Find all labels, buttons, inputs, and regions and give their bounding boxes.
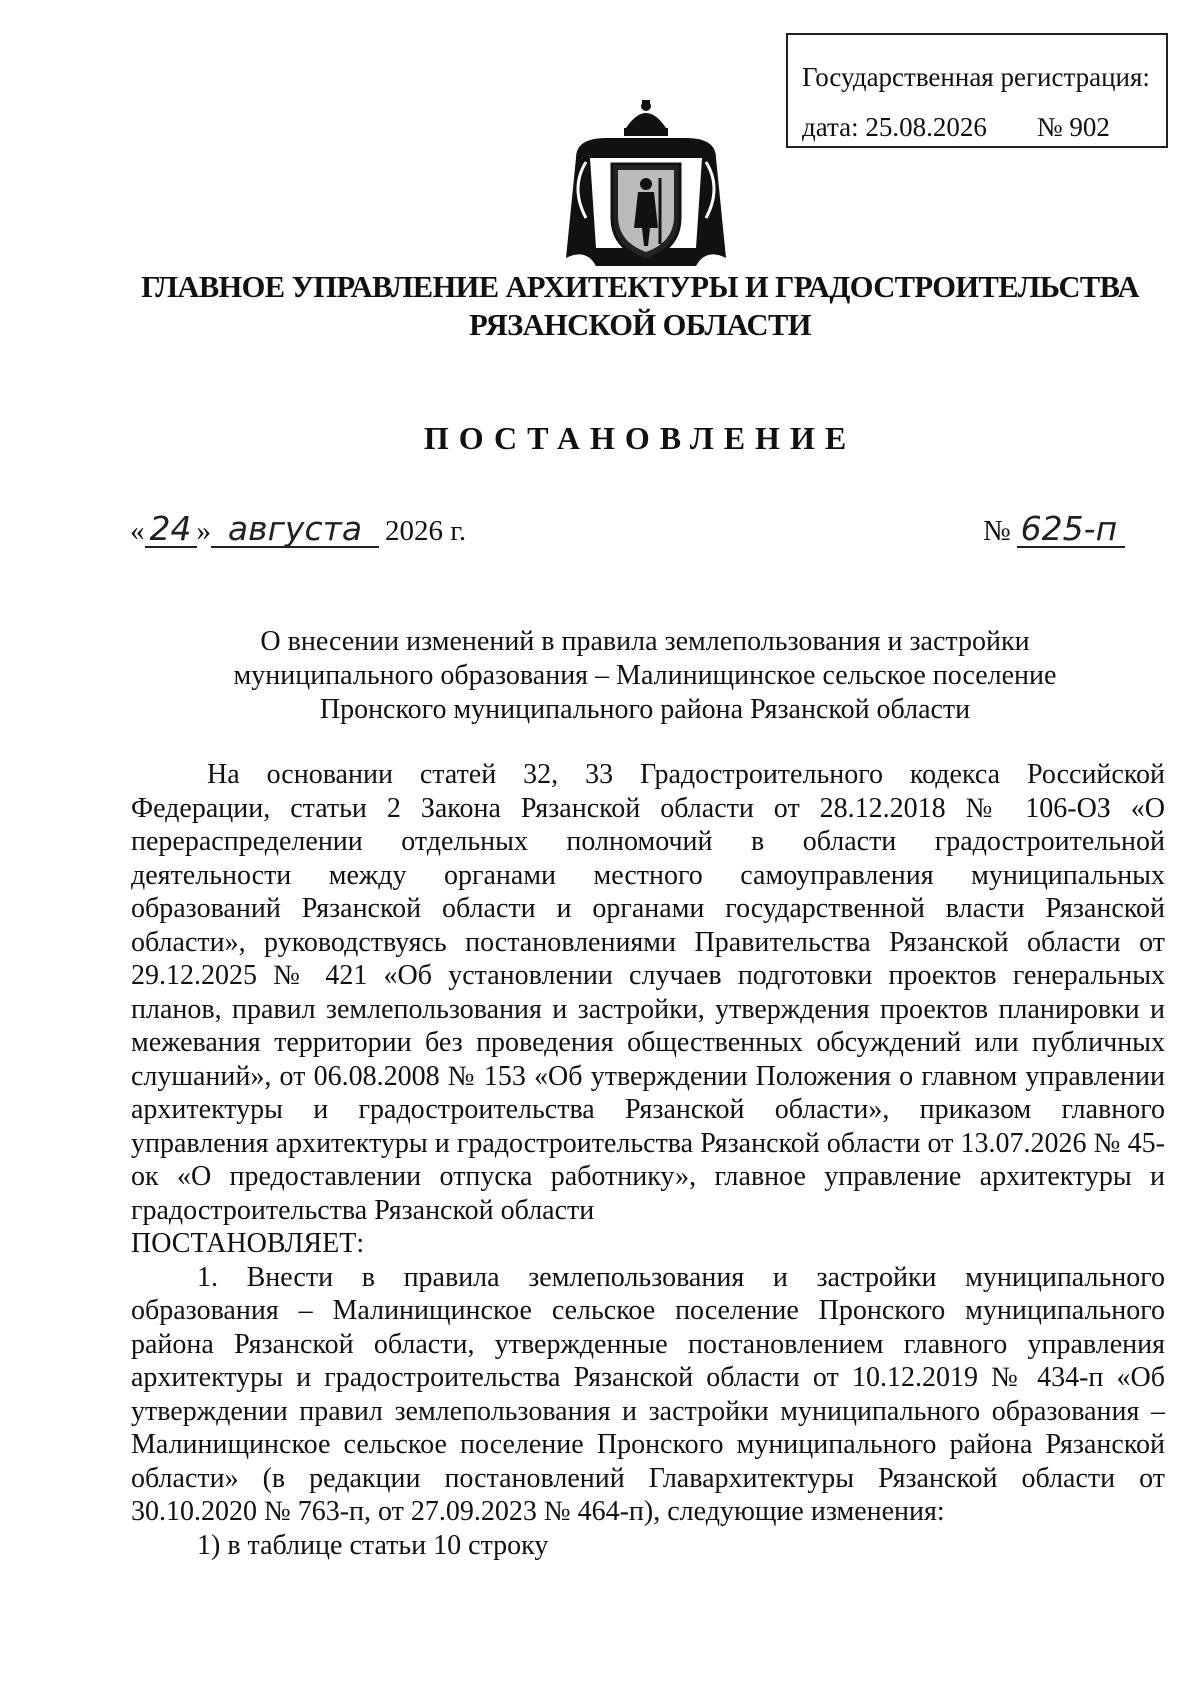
body-subitem-1: 1) в таблице статьи 10 строку — [197, 1529, 549, 1561]
registration-date: дата: 25.08.2026 — [802, 112, 987, 142]
subject-line3: Пронского муниципального района Рязанской области — [319, 694, 971, 725]
body-item-1: 1. Внести в правила землепользования и застройки муниципального образования – Малинищинское сельское поселение Пронского муниципального района Рязанской области, утвержденные постановлением главного управления архитектуры и градостроительства Рязанской области от 10.12.2019 № 434-п «Об утверждении правил землепользования и застройки муниципального образования – Малинищинское сельское поселение Пронского муниципального района Рязанской области» (в редакции постановлений Главархитектуры Рязанской области от 30.10.2020 № 763-п, от 27.09.2023 № 464-п), следующие изменения: — [131, 1261, 1165, 1527]
body-resolves: ПОСТАНОВЛЯЕТ: — [131, 1228, 365, 1259]
document-subject — [120, 625, 1170, 727]
organization-line1: ГЛАВНОЕ УПРАВЛЕНИЕ АРХИТЕКТУРЫ И ГРАДОСТРОИТЕЛЬСТВА — [141, 270, 1139, 304]
body-preamble: На основании статей 32, 33 Градостроительного кодекса Российской Федерации, статьи 2 Закона Рязанской области от 28.12.2018 № 106-ОЗ «О перераспределении отдельных полномочий в области градостроительной деятельности между органами местного самоуправления муниципальных образований Рязанской области и органами государственной власти Рязанской области», руководствуясь постановлениями Правительства Рязанской области от 29.12.2025 № 421 «Об установлении случаев подготовки проектов генеральных планов, правил землепользования и застройки, утверждения проектов планировки и межевания территории без проведения общественных обсуждений или публичных слушаний», от 06.08.2008 № 153 «Об утверждении Положения о главном управлении архитектуры и градостроительства Рязанской области», приказом главного управления архитектуры и градостроительства Рязанской области от 13.07.2026 № 45-ок «О предоставлении отпуска работнику», главное управление архитектуры и градостроительства Рязанской области — [131, 759, 1165, 1226]
document-type: ПОСТАНОВЛЕНИЕ — [423, 420, 857, 456]
date-open-quote: « — [130, 515, 145, 547]
document-number — [983, 509, 1125, 548]
subject-line2: муниципального образования – Малинищинское сельское поселение — [233, 660, 1057, 691]
organization-name — [120, 268, 1160, 344]
ryazan-coat-of-arms-icon — [556, 98, 736, 274]
registration-number: № 902 — [1036, 112, 1110, 142]
subject-line1: О внесении изменений в правила землепользования и застройки — [260, 626, 1030, 657]
organization-line2: РЯЗАНСКОЙ ОБЛАСТИ — [469, 308, 811, 342]
document-body — [131, 758, 1165, 1562]
date-day-handwritten: 24 — [145, 512, 197, 548]
registration-title: Государственная регистрация: — [802, 62, 1150, 92]
number-label: № — [983, 515, 1011, 547]
document-date — [130, 509, 467, 548]
date-close-quote: » — [196, 515, 211, 547]
registration-stamp — [786, 33, 1168, 148]
number-handwritten: 625-п — [1017, 512, 1125, 548]
date-month-handwritten: августа — [211, 512, 379, 548]
date-year: 2026 г. — [385, 515, 467, 547]
registration-details — [802, 102, 1166, 152]
